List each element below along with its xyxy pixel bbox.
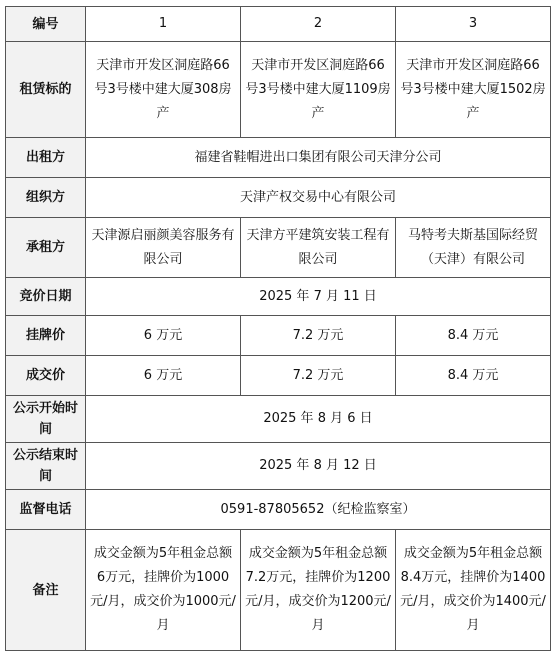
row-label: 成交价 xyxy=(6,356,86,396)
row-label: 出租方 xyxy=(6,138,86,178)
row-label: 承租方 xyxy=(6,218,86,278)
row-label: 公示开始时间 xyxy=(6,396,86,443)
table-row xyxy=(6,443,551,490)
table-cell: 6 万元 xyxy=(86,356,241,396)
table-cell: 7.2 万元 xyxy=(241,316,396,356)
table-cell: 2025 年 8 月 12 日 xyxy=(86,443,551,490)
table-row xyxy=(6,356,551,396)
table-row xyxy=(6,278,551,316)
row-label: 挂牌价 xyxy=(6,316,86,356)
table-cell: 天津市开发区洞庭路66号3号楼中建大厦1502房产 xyxy=(396,42,551,138)
table-row xyxy=(6,178,551,218)
table-cell: 1 xyxy=(86,7,241,42)
row-label: 备注 xyxy=(6,530,86,651)
table-cell: 天津市开发区洞庭路66号3号楼中建大厦308房产 xyxy=(86,42,241,138)
table-row xyxy=(6,530,551,651)
table-cell: 2 xyxy=(241,7,396,42)
table-cell: 0591-87805652（纪检监察室） xyxy=(86,490,551,530)
row-label: 租赁标的 xyxy=(6,42,86,138)
table-row xyxy=(6,490,551,530)
table-cell: 成交金额为5年租金总额8.4万元，挂牌价为1400元/月，成交价为1400元/月 xyxy=(396,530,551,651)
table-row xyxy=(6,316,551,356)
table-cell: 天津市开发区洞庭路66号3号楼中建大厦1109房产 xyxy=(241,42,396,138)
row-label: 编号 xyxy=(6,7,86,42)
row-label: 公示结束时间 xyxy=(6,443,86,490)
table-cell: 成交金额为5年租金总额7.2万元，挂牌价为1200元/月，成交价为1200元/月 xyxy=(241,530,396,651)
table-cell: 8.4 万元 xyxy=(396,316,551,356)
table-row xyxy=(6,7,551,42)
table-cell: 7.2 万元 xyxy=(241,356,396,396)
table-cell: 天津产权交易中心有限公司 xyxy=(86,178,551,218)
info-table xyxy=(5,6,551,651)
table-row xyxy=(6,138,551,178)
table-cell: 3 xyxy=(396,7,551,42)
table-cell: 8.4 万元 xyxy=(396,356,551,396)
row-label: 监督电话 xyxy=(6,490,86,530)
table-cell: 天津方平建筑安装工程有限公司 xyxy=(241,218,396,278)
row-label: 组织方 xyxy=(6,178,86,218)
info-table-body xyxy=(6,7,551,651)
table-cell: 6 万元 xyxy=(86,316,241,356)
table-cell: 福建省鞋帽进出口集团有限公司天津分公司 xyxy=(86,138,551,178)
table-cell: 成交金额为5年租金总额6万元，挂牌价为1000元/月，成交价为1000元/月 xyxy=(86,530,241,651)
table-cell: 2025 年 8 月 6 日 xyxy=(86,396,551,443)
table-cell: 天津源启丽颜美容服务有限公司 xyxy=(86,218,241,278)
table-row xyxy=(6,218,551,278)
row-label: 竞价日期 xyxy=(6,278,86,316)
table-row xyxy=(6,396,551,443)
table-row xyxy=(6,42,551,138)
table-cell: 马特考夫斯基国际经贸（天津）有限公司 xyxy=(396,218,551,278)
table-cell: 2025 年 7 月 11 日 xyxy=(86,278,551,316)
